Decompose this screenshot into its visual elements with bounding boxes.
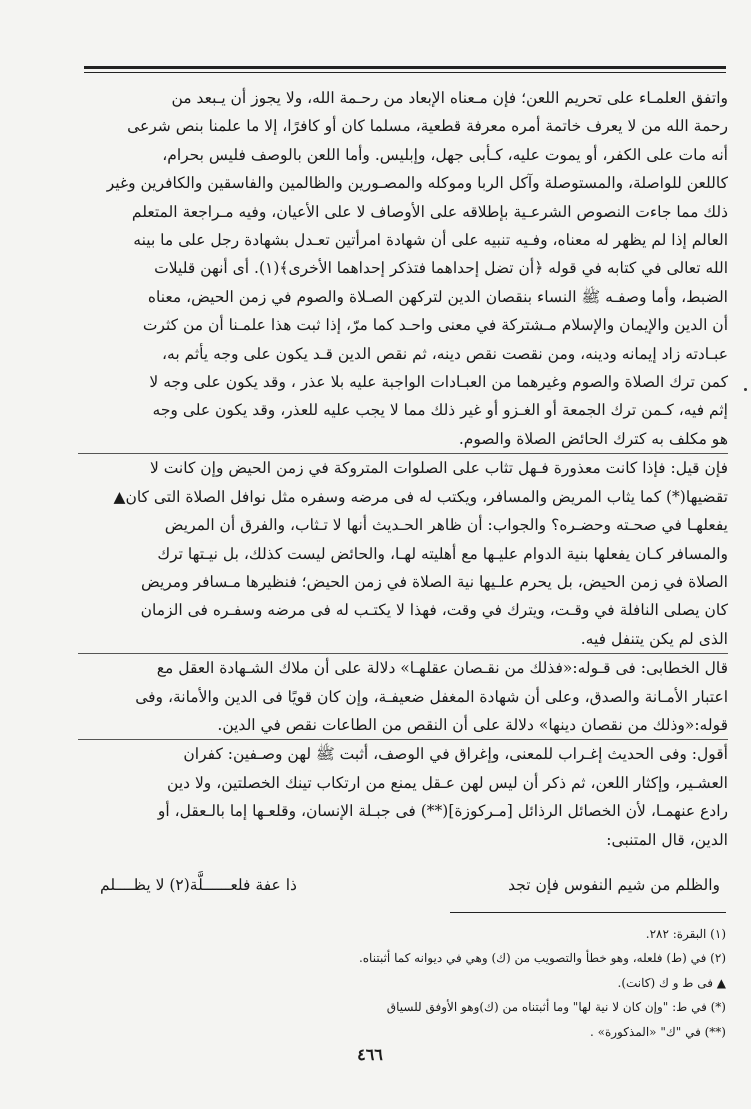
text-line: قال الخطابى: فى قـوله:«فذلك من نقـصان عقلهـا» دلالة على أن ملاك الشـهادة العقل مع (78, 653, 728, 682)
footnote: ▲ فى ط و ك (كانت). (617, 975, 726, 990)
text-line: فإن قيل: فإذا كانت معذورة فـهل تثاب على الصلوات المتروكة في زمن الحيض وإن كانت لا (78, 453, 728, 482)
text-line: قوله:«وذلك من نقصان دينها» دلالة على أن النقص من الطاعات نقص في الدين. (217, 715, 728, 734)
text-line: كمن ترك الصلاة والصوم وغيرهما من العبـادات الواجبة عليه بلا عذر ، وقد يكون على وجه لا (149, 373, 728, 392)
text-line: أقول: وفى الحديث إغـراب للمعنى، وإغراق في الوصف، أثبت ﷺ لهن وصـفين: كفران (78, 739, 728, 768)
footnote: (**) في "ك" «المذكورة» . (589, 1024, 726, 1039)
text-line: إثم فيه، كـمن ترك الجمعة أو الغـزو أو غير ذلك مما لا يجب عليه للعذر، وقد يكون على وجه (152, 401, 728, 420)
header-rule-thick (84, 66, 726, 69)
text-line: رادع عنهمـا، لأن الخصائل الرذائل [مـركوزة](**) فى جبـلة الإنسان، وقلعـها إما بالـعقل، أو (157, 802, 728, 821)
footnote: (*) في ط: "وإن كان لا نية لها" وما أثبتناه من (ك)وهو الأوفق للسياق (386, 1000, 726, 1015)
text-line: والمسافر كـان يفعلها بنية الدوام عليـها مع أهليته لهـا، والحائض ليست كذلك، بل نيـتها ترك (157, 544, 728, 563)
text-line: يفعلهـا في صحـته وحضـره؟ والجواب: أن ظاهر الحـديث أنها لا تـثاب، والفرق أن المريض (164, 516, 728, 535)
text-line: أن الدين والإيمان والإسلام مـشتركة في معنى واحـد كما مرّ، إذا ثبت هذا علمـنا أن من كثرت (142, 316, 728, 335)
poem-verse (100, 876, 720, 894)
header-rule-thin (84, 72, 726, 73)
text-line: هو مكلف به كترك الحائض الصلاة والصوم. (458, 429, 728, 448)
text-line: الدين، قال المتنبى: (606, 830, 728, 849)
page-number: ٤٦٦ (357, 1045, 383, 1064)
text-line: أنه مات على الكفر، أو يموت عليه، كـأبى جهل، وإبليس. وأما اللعن بالوصف فليس بحرام، (162, 145, 728, 164)
footnote: (١) البقرة: ٢٨٢. (645, 927, 726, 941)
text-line: اعتبار الأمـانة والصدق، وعلى أن شهادة المغفل ضعيفـة، وإن كان قويًا فى الدين والأمانة، وفى (135, 687, 728, 706)
text-line: الله تعالى في كتابه في قوله ﴿أن تضل إحداهما فتذكر إحداهما الأخرى﴾(١). أى أنهن قليلات (154, 259, 728, 278)
text-line: تقضيها(*) كما يثاب المريض والمسافر، ويكتب له فى مرضه وسفره مثل نوافل الصلاة التى كان▲ (113, 487, 728, 506)
footnote: (٢) في (ط) فلعله، وهو خطأ والتصويب من (ك) وهي في ديوانه كما أثبتناه. (358, 951, 726, 966)
verse-first-hemistich: والظلم من شيم النفوس فإن تجد (508, 876, 720, 894)
text-line: الضبط، وأما وصفـه ﷺ النساء بنقصان الدين لتركهن الصـلاة والصوم في زمن الحيض، معناه (147, 287, 728, 306)
text-line: العشـير، وإكثار اللعن، ثم ذكر أن ليس لهن عـقل يمنع من ارتكاب تينك الخصلتين، ولا دين (167, 773, 728, 792)
text-line: الصلاة في زمن الحيض، بل يحرم علـيها نية الصلاة في زمن الحيض؛ فنظيرها مـسافر ومريض (140, 572, 728, 591)
text-line: الذى لم يكن يتنفل فيه. (580, 629, 728, 648)
text-line: عبـادته زاد إيمانه ودينه، ومن نقصت نقص دينه، ثم نقص الدين قـد يكون على وجه يأثم به، (162, 344, 728, 363)
verse-second-hemistich: ذا عفة فلعــــــلَّة(٢) لا يظــــلم (100, 876, 297, 894)
text-line: واتفق العلمـاء على تحريم اللعن؛ فإن مـعناه الإبعاد من رحـمة الله، ولا يجوز أن يـبعد من (171, 89, 728, 107)
text-line: ذلك مما جاءت النصوص الشرعـية بإطلاقه على الأوصاف لا على الأعيان، وفيه مـراجعة المتعلم (131, 202, 728, 221)
footnotes (250, 922, 726, 1044)
margin-mark (744, 388, 747, 391)
footnote-rule (450, 912, 726, 913)
text-line: كان يصلى النافلة في وقـت، ويترك في وقت، فهذا لا يكتـب له فى مرضه وسفـره فى الزمان (140, 601, 728, 620)
text-line: كاللعن للواصلة، والمستوصلة وآكل الربا وموكله والمصـورين والظالمين والفاسقين والكافرين وغير (106, 174, 728, 193)
text-line: العالم إذا لم يظهر له معناه، وفـيه تنبيه على أن شهادة امرأتين تعـدل بشهادة رجل على ما بينه (133, 231, 728, 250)
main-text (78, 84, 728, 854)
text-line: رحمة الله من لا يعرف خاتمة أمره معرفة قطعية، مسلما كان أو كافرًا، إلا ما علمنا بنص شرعى (127, 117, 728, 136)
